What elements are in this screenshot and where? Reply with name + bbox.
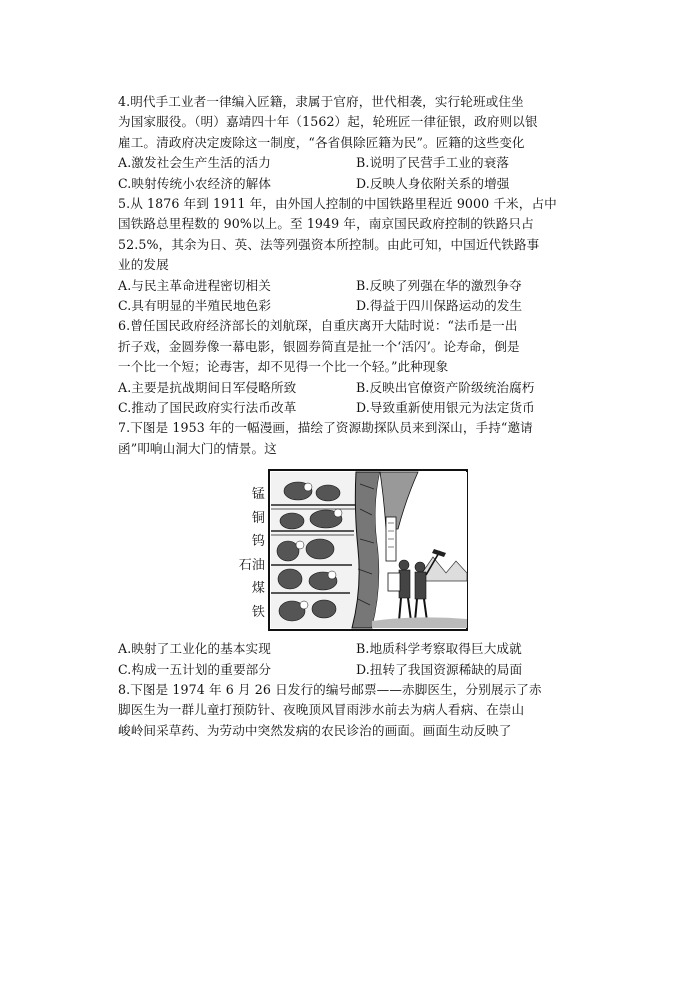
question-5-stem-line-3: 52.5%，其余为日、英、法等列强资本所控制。由此可知，中国近代铁路事 (118, 236, 540, 252)
question-8 (118, 680, 588, 741)
cartoon-illustration (268, 469, 468, 631)
cartoon-resource-labels (233, 483, 265, 624)
question-7-option-a: A.映射了工业化的基本实现 (118, 641, 271, 657)
question-4-stem-line-3: 雇工。清政府决定废除这一制度，“各省俱除匠籍为民”。匠籍的这些变化 (118, 134, 525, 150)
question-5-stem-line-1: 5.从 1876 年到 1911 年，由外国人控制的中国铁路里程近 9000 千米，占中 (118, 196, 557, 211)
label-iron: 铁 (251, 604, 265, 620)
question-7 (118, 418, 588, 680)
question-5-option-b: B.反映了列强在华的激烈争夺 (356, 277, 522, 293)
label-tungsten: 钨 (251, 534, 265, 550)
question-6-stem-line-1: 6.曾任国民政府经济部长的刘航琛，自重庆离开大陆时说：“法币是一出 (118, 318, 518, 334)
question-7-options-row-1 (118, 639, 588, 659)
question-5 (118, 194, 588, 316)
question-8-stem-line-3: 峻岭间采草药、为劳动中突然发病的农民诊治的画面。画面生动反映了 (118, 722, 512, 738)
question-7-options-row-2 (118, 660, 588, 680)
question-4-stem-line-1: 4.明代手工业者一律编入匠籍，隶属于官府，世代相袭，实行轮班或住坐 (118, 94, 524, 109)
question-4-option-c: C.映射传统小农经济的解体 (118, 175, 272, 191)
question-7-stem-line-1: 7.下图是 1953 年的一幅漫画，描绘了资源勘探队员来到深山，手持“邀请 (118, 420, 533, 436)
question-7-option-b: B.地质科学考察取得巨大成就 (356, 641, 522, 657)
question-7-figure (118, 463, 588, 639)
question-5-stem-line-2: 国铁路总里程数的 90%以上。至 1949 年，南京国民政府控制的铁路只占 (118, 216, 534, 232)
question-8-stem-line-2: 脚医生为一群儿童打预防针、夜晚顶风冒雨涉水前去为病人看病、在崇山 (118, 702, 525, 718)
question-4-option-b: B.说明了民营手工业的衰落 (356, 155, 510, 171)
question-7-option-c: C.构成一五计划的重要部分 (118, 661, 272, 677)
question-4-options-row-1 (118, 153, 588, 173)
question-6 (118, 316, 588, 418)
question-6-options-row-2 (118, 398, 588, 418)
question-8-stem-line-1: 8.下图是 1974 年 6 月 26 日发行的编号邮票——赤脚医生，分别展示了赤 (118, 682, 542, 697)
label-coal: 煤 (251, 581, 265, 597)
question-5-option-d: D.得益于四川保路运动的发生 (356, 298, 523, 314)
question-6-option-c: C.推动了国民政府实行法币改革 (118, 400, 297, 416)
question-5-options-row-1 (118, 276, 588, 296)
question-4-option-a: A.激发社会生产生活的活力 (118, 155, 271, 171)
question-7-stem-line-2: 函”叩响山洞大门的情景。这 (118, 440, 277, 456)
question-4-option-d: D.反映人身依附关系的增强 (356, 175, 510, 191)
question-4-stem-line-2: 为国家服役。（明）嘉靖四十年（1562）起，轮班匠一律征银，政府则以银 (118, 114, 538, 130)
question-6-option-b: B.反映出官僚资产阶级统治腐朽 (356, 379, 535, 395)
question-7-option-d: D.扭转了我国资源稀缺的局面 (356, 661, 523, 677)
question-6-option-d: D.导致重新使用银元为法定货币 (356, 400, 535, 416)
question-6-stem-line-3: 一个比一个短；论毒害，却不见得一个比一个轻。”此种现象 (118, 359, 449, 375)
question-5-options-row-2 (118, 296, 588, 316)
question-6-options-row-1 (118, 378, 588, 398)
question-content (118, 92, 588, 741)
question-4 (118, 92, 588, 194)
question-6-option-a: A.主要是抗战期间日军侵略所致 (118, 379, 297, 395)
question-5-option-c: C.具有明显的半殖民地色彩 (118, 298, 272, 314)
label-copper: 铜 (251, 510, 265, 526)
label-manganese: 锰 (251, 487, 265, 503)
question-5-stem-line-4: 业的发展 (118, 257, 169, 273)
question-5-option-a: A.与民主革命进程密切相关 (118, 277, 271, 293)
question-4-options-row-2 (118, 174, 588, 194)
question-6-stem-line-2: 折子戏，金圆券像一幕电影，银圆券简直是扯一个‘活闪’。论寿命，倒是 (118, 338, 520, 354)
label-petroleum: 石油 (238, 557, 265, 573)
